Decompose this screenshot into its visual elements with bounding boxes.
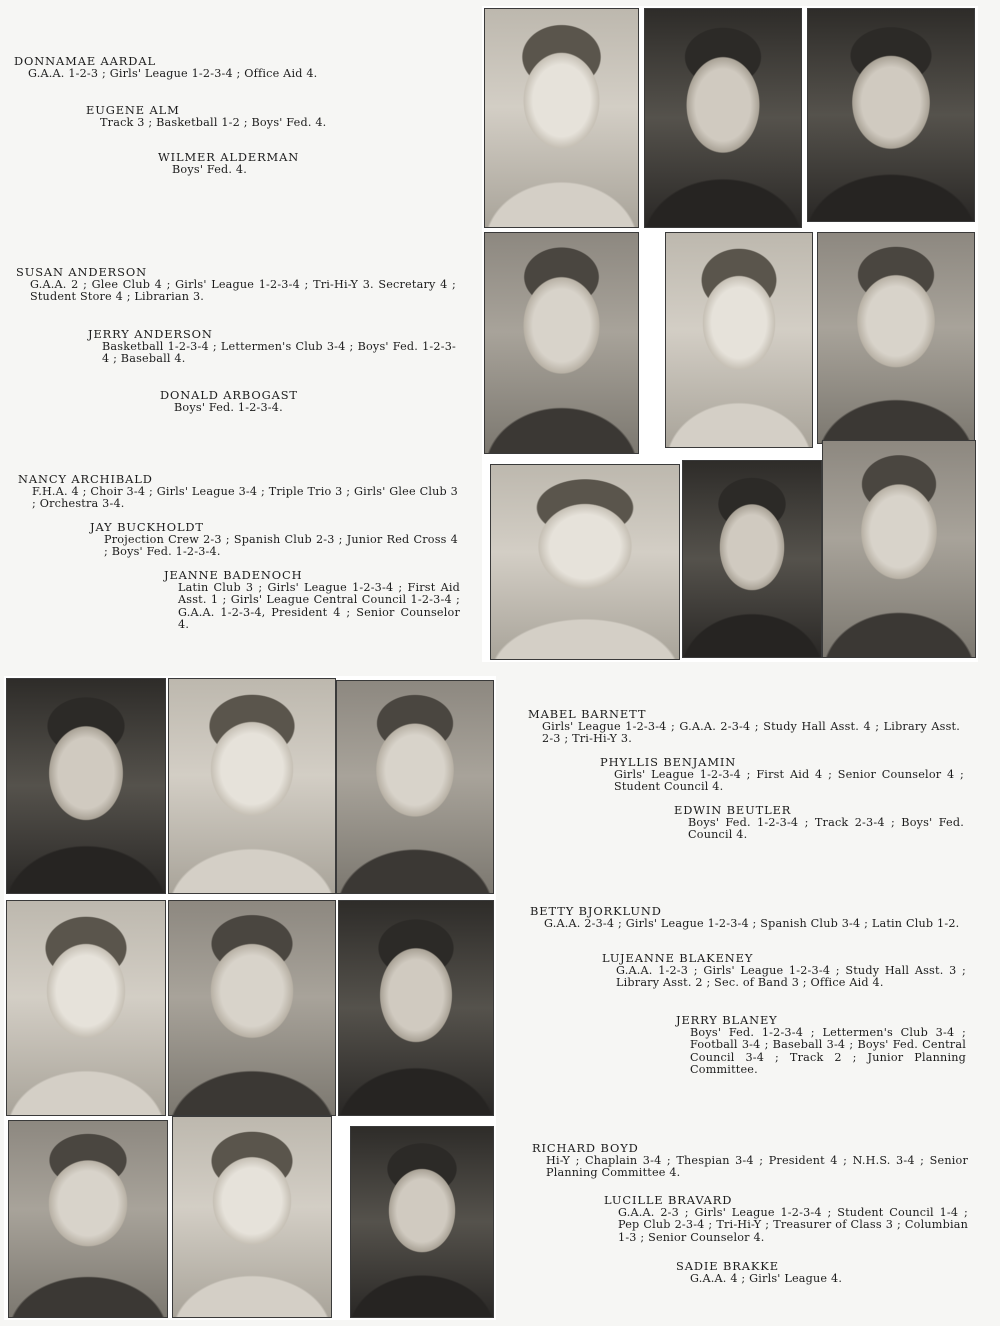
portrait-photo (6, 678, 166, 894)
student-name: WILMER ALDERMAN (158, 150, 300, 164)
student-name: EDWIN BEUTLER (674, 803, 792, 817)
portrait-photo (644, 8, 802, 228)
student-entry-badenoch (164, 569, 460, 632)
student-activities: Boys' Fed. 1-2-3-4 ; Track 2-3-4 ; Boys' Fed. Council 4. (688, 815, 964, 842)
student-entry-boyd (532, 1142, 968, 1180)
student-name: PHYLLIS BENJAMIN (600, 755, 737, 769)
student-entry-archibald (18, 473, 458, 511)
student-entry-alm (86, 104, 386, 129)
student-activities: G.A.A. 2 ; Glee Club 4 ; Girls' League 1-2-3-4 ; Tri-Hi-Y 3. Secretary 4 ; Student Store 4 ; Librarian 3. (30, 277, 456, 304)
student-entry-arbogast (160, 389, 400, 414)
portrait-photo (168, 678, 336, 894)
student-entry-barnett (528, 708, 960, 746)
student-name: SUSAN ANDERSON (16, 265, 147, 279)
student-entry-blakeney (602, 952, 966, 990)
student-activities: G.A.A. 1-2-3 ; Girls' League 1-2-3-4 ; Office Aid 4. (28, 66, 318, 80)
student-activities: Girls' League 1-2-3-4 ; G.A.A. 2-3-4 ; Study Hall Asst. 4 ; Library Asst. 2-3 ; Tri-Hi-Y 3. (542, 719, 960, 746)
portrait-photo (350, 1126, 494, 1318)
student-activities: Girls' League 1-2-3-4 ; First Aid 4 ; Senior Counselor 4 ; Student Council 4. (614, 767, 964, 794)
student-name: JAY BUCKHOLDT (90, 520, 204, 534)
student-name: SADIE BRAKKE (676, 1259, 779, 1273)
student-activities: Basketball 1-2-3-4 ; Lettermen's Club 3-4 ; Boys' Fed. 1-2-3-4 ; Baseball 4. (102, 339, 456, 366)
student-activities: Boys' Fed. 4. (172, 162, 247, 176)
student-entry-bjorklund (530, 905, 966, 930)
student-activities: G.A.A. 2-3 ; Girls' League 1-2-3-4 ; Student Council 1-4 ; Pep Club 2-3-4 ; Tri-Hi-Y ; Treasurer of Class 3 ; Columbian 1-3 ; Senior Counselor 4. (618, 1205, 968, 1244)
portrait-photo (338, 900, 494, 1116)
portrait-photo (6, 900, 166, 1116)
student-activities: Boys' Fed. 1-2-3-4. (174, 400, 283, 414)
student-entry-blaney (676, 1014, 966, 1077)
student-entry-jerry-anderson (88, 328, 456, 366)
student-activities: Boys' Fed. 1-2-3-4 ; Lettermen's Club 3-4 ; Football 3-4 ; Baseball 3-4 ; Boys' Fed. Central Council 3-4 ; Track 2 ; Junior Planning Committee. (690, 1025, 966, 1077)
student-name: JERRY ANDERSON (88, 327, 213, 341)
portrait-photo (8, 1120, 168, 1318)
student-entry-benjamin (600, 756, 964, 794)
student-entry-beutler (674, 804, 964, 842)
student-name: BETTY BJORKLUND (530, 904, 662, 918)
portrait-photo (807, 8, 975, 222)
student-name: EUGENE ALM (86, 103, 180, 117)
student-entry-bravard (604, 1194, 968, 1244)
student-entry-susan-anderson (16, 266, 456, 304)
student-activities: G.A.A. 4 ; Girls' League 4. (690, 1271, 843, 1285)
student-activities: Latin Club 3 ; Girls' League 1-2-3-4 ; First Aid Asst. 1 ; Girls' League Central Council 1-2-3-4 ; G.A.A. 1-2-3-4, President 4 ; Senior Counselor 4. (178, 580, 460, 632)
photo-grid-top (482, 6, 978, 662)
student-activities: G.A.A. 2-3-4 ; Girls' League 1-2-3-4 ; Spanish Club 3-4 ; Latin Club 1-2. (544, 916, 960, 930)
student-name: LUCILLE BRAVARD (604, 1193, 733, 1207)
portrait-photo (665, 232, 813, 448)
student-activities: Projection Crew 2-3 ; Spanish Club 2-3 ; Junior Red Cross 4 ; Boys' Fed. 1-2-3-4. (104, 532, 458, 559)
student-name: JEANNE BADENOCH (164, 568, 303, 582)
photo-grid-bottom (4, 676, 496, 1320)
student-entry-aardal (14, 55, 414, 80)
student-name: RICHARD BOYD (532, 1141, 639, 1155)
portrait-photo (168, 900, 336, 1116)
student-entry-brakke (676, 1260, 956, 1285)
portrait-photo (336, 680, 494, 894)
student-name: NANCY ARCHIBALD (18, 472, 153, 486)
student-name: LUJEANNE BLAKENEY (602, 951, 754, 965)
portrait-photo (822, 440, 976, 658)
portrait-photo (484, 8, 639, 228)
student-name: JERRY BLANEY (676, 1013, 778, 1027)
student-entry-buckholdt (90, 521, 458, 559)
student-name: MABEL BARNETT (528, 707, 647, 721)
student-activities: Hi-Y ; Chaplain 3-4 ; Thespian 3-4 ; President 4 ; N.H.S. 3-4 ; Senior Planning Committee 4. (546, 1153, 968, 1180)
portrait-photo (817, 232, 975, 444)
student-entry-alderman (158, 151, 378, 176)
portrait-photo (490, 464, 680, 660)
student-activities: F.H.A. 4 ; Choir 3-4 ; Girls' League 3-4 ; Triple Trio 3 ; Girls' Glee Club 3 ; Orchestra 3-4. (32, 484, 458, 511)
portrait-photo (172, 1116, 332, 1318)
student-activities: Track 3 ; Basketball 1-2 ; Boys' Fed. 4. (100, 115, 327, 129)
student-name: DONALD ARBOGAST (160, 388, 298, 402)
portrait-photo (484, 232, 639, 454)
student-name: DONNAMAE AARDAL (14, 54, 156, 68)
portrait-photo (682, 460, 822, 658)
student-activities: G.A.A. 1-2-3 ; Girls' League 1-2-3-4 ; Study Hall Asst. 3 ; Library Asst. 2 ; Sec. of Band 3 ; Office Aid 4. (616, 963, 966, 990)
